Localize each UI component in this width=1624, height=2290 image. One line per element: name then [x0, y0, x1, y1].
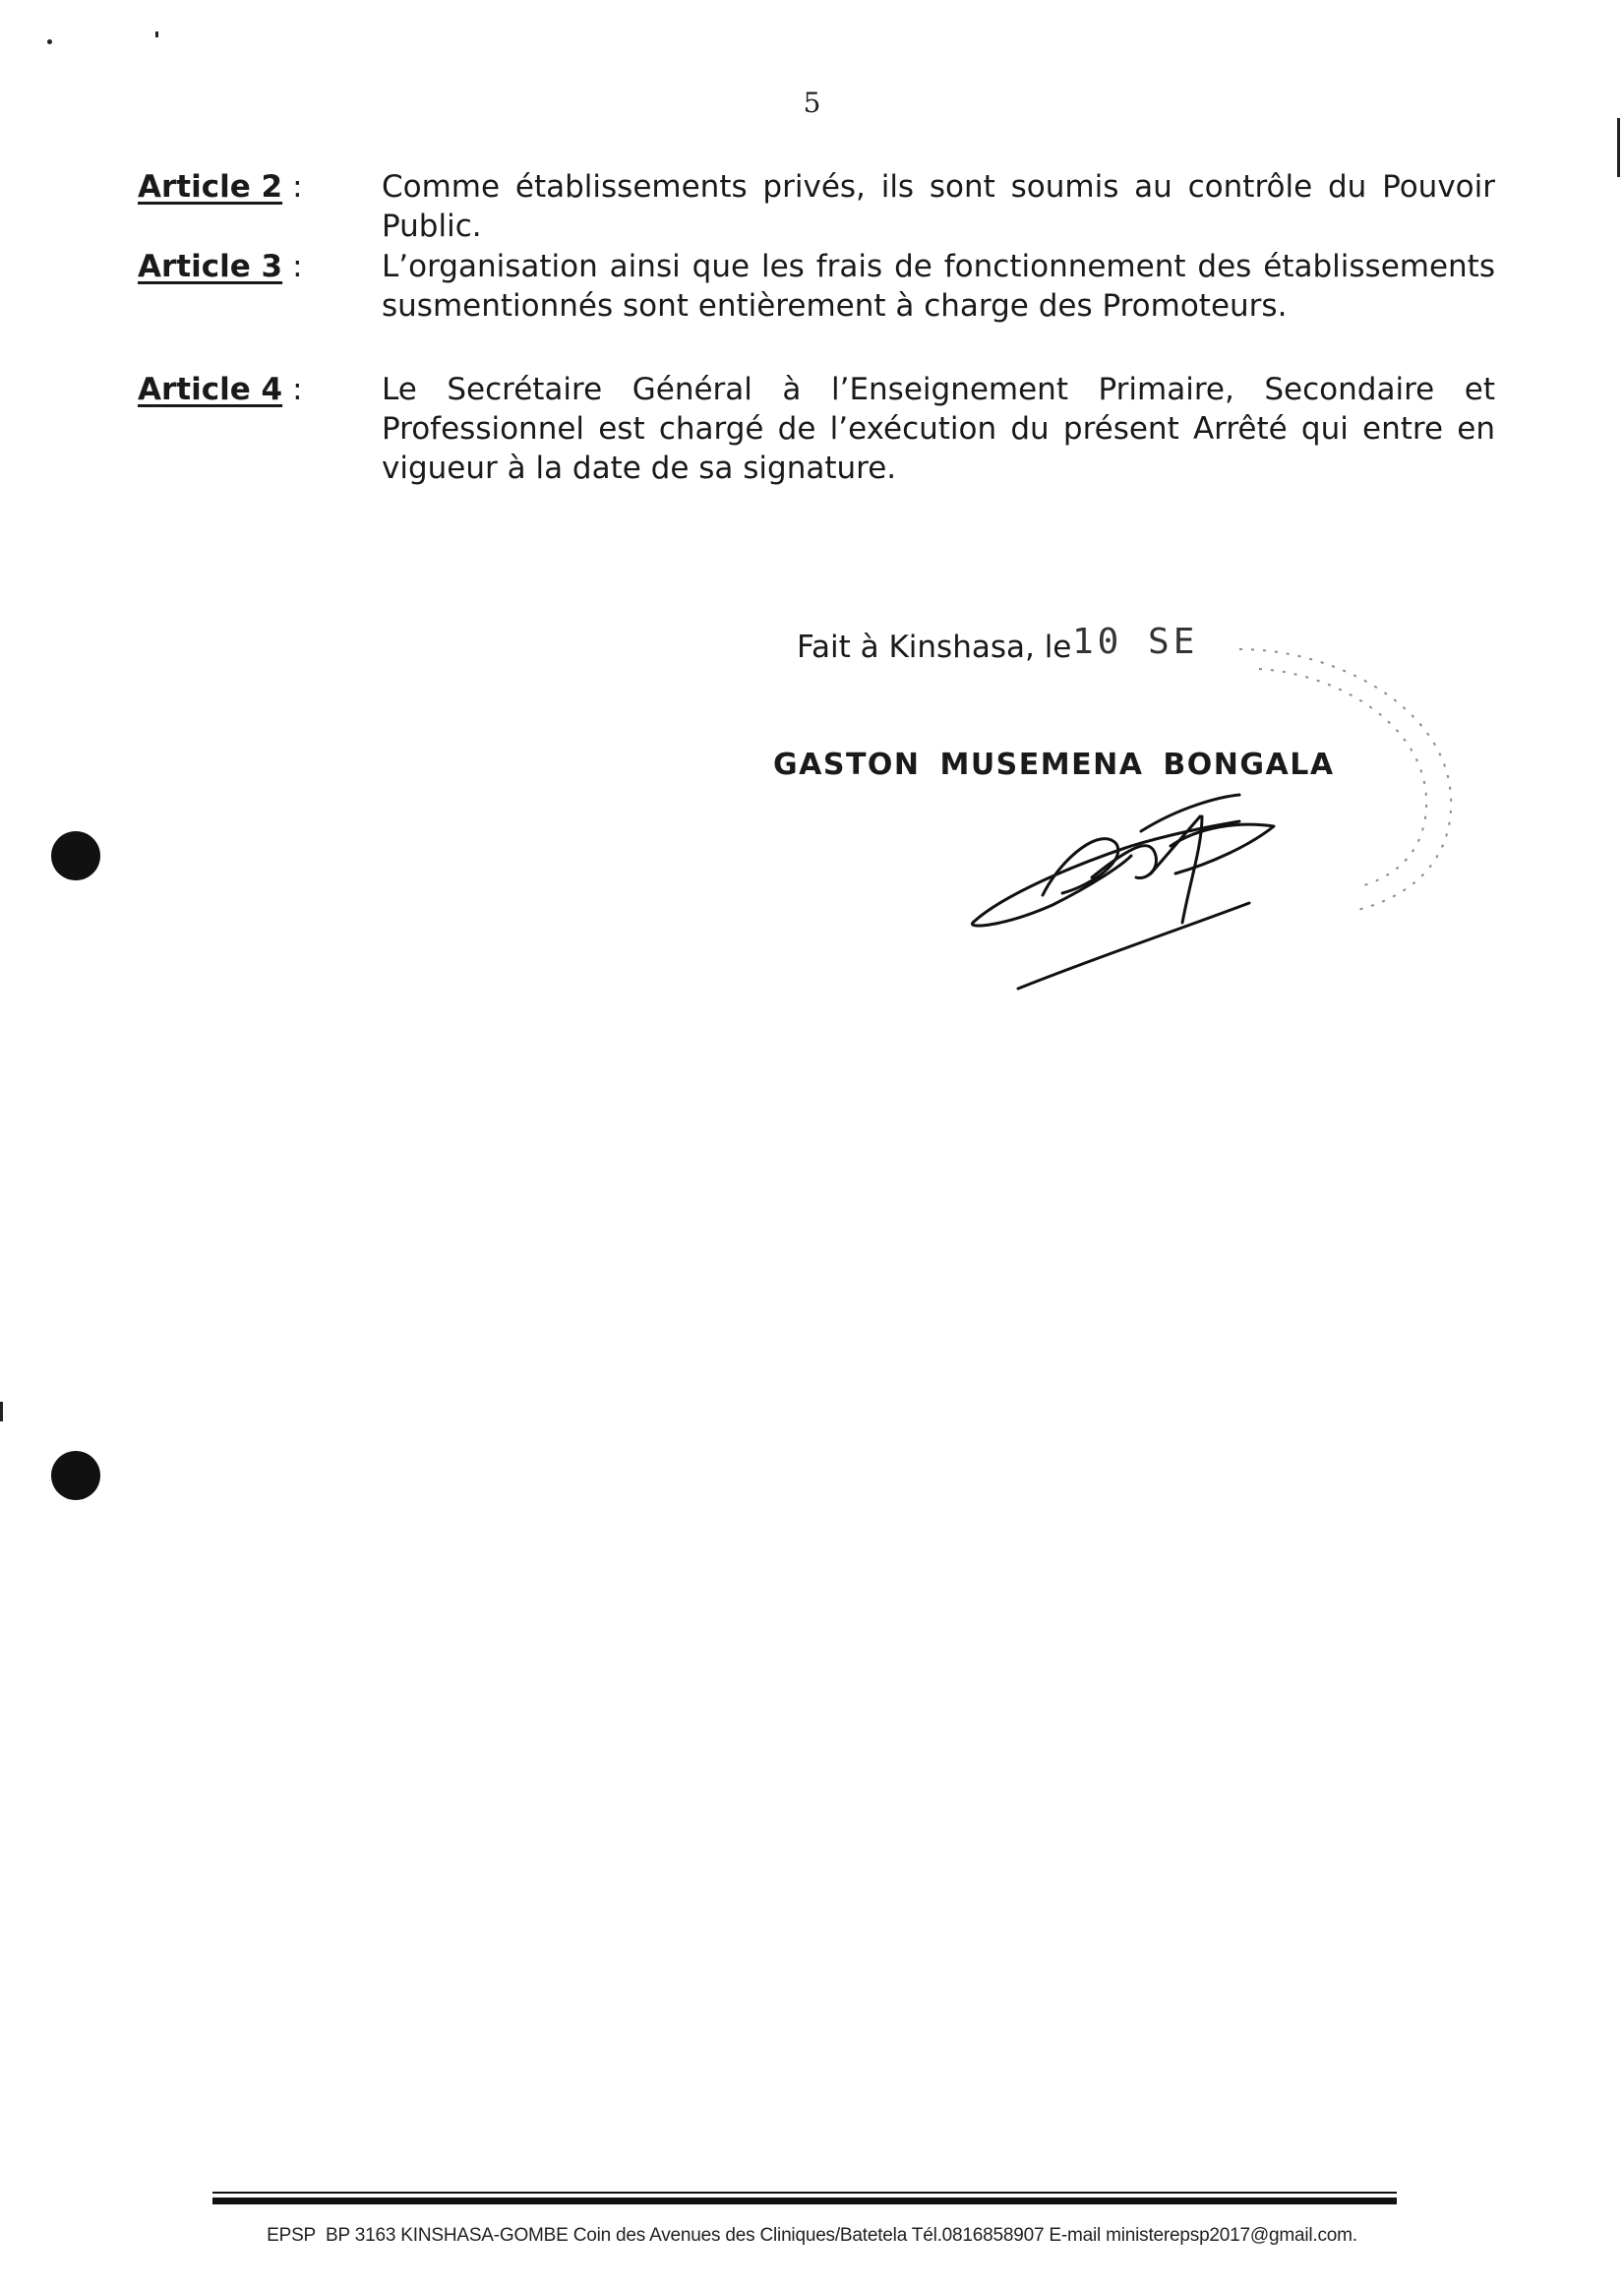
place-date-line: Fait à Kinshasa, le: [797, 630, 1072, 665]
article-label-colon: :: [292, 249, 303, 284]
article-label: [138, 167, 374, 207]
footer-address-text: BP 3163 KINSHASA-GOMBE Coin des Avenues des Cliniques/Batetela Tél.0816858907 E-mail ministerepsp2017@gmail.com.: [326, 2225, 1357, 2246]
footer-org: EPSP: [267, 2225, 317, 2246]
article-text: Le Secrétaire Général à l’Enseignement Primaire, Secondaire et Professionnel est chargé de l’exécution du présent Arrêté qui entre en vigueur à la date de sa signature.: [382, 372, 1495, 486]
page-number: 5: [803, 87, 821, 119]
punch-hole: [51, 831, 100, 880]
article-3: [138, 247, 1495, 326]
article-text: L’organisation ainsi que les frais de fonctionnement des établissements susmentionnés sont entièrement à charge des Promoteurs.: [382, 249, 1495, 324]
article-label-text: Article 3: [138, 249, 283, 284]
scan-speck: [155, 31, 158, 37]
article-2: [138, 167, 1495, 246]
article-label-colon: :: [292, 169, 303, 205]
scan-speck: [1617, 118, 1620, 177]
footer-address: [0, 2225, 1624, 2247]
article-label: [138, 370, 374, 409]
signature-icon: [944, 787, 1357, 1003]
stamped-date: 10 SE: [1072, 622, 1199, 662]
footer-divider: [212, 2192, 1397, 2204]
article-label: [138, 247, 374, 286]
punch-hole: [51, 1451, 100, 1500]
article-text: Comme établissements privés, ils sont soumis au contrôle du Pouvoir Public.: [382, 169, 1495, 244]
article-label-text: Article 2: [138, 169, 283, 205]
scan-speck: [47, 39, 52, 44]
signatory-name: GASTON MUSEMENA BONGALA: [773, 748, 1335, 782]
article-label-text: Article 4: [138, 372, 283, 407]
article-4: [138, 370, 1495, 488]
article-label-colon: :: [292, 372, 303, 407]
footer-divider-thin: [212, 2192, 1397, 2194]
footer-divider-thick: [212, 2198, 1397, 2204]
scan-speck: [0, 1402, 3, 1421]
